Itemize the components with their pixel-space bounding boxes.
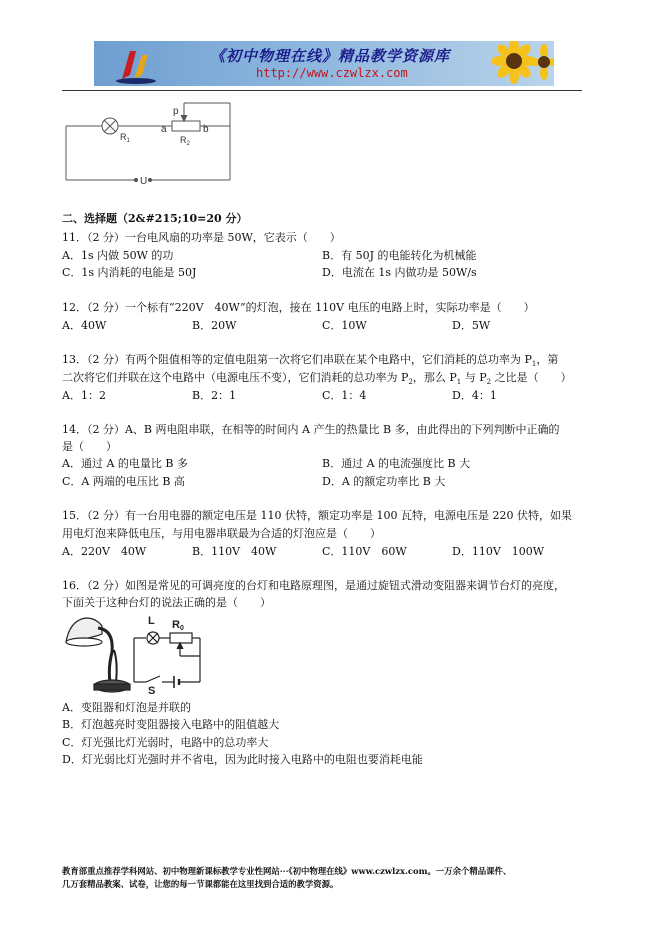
q13-stem-line1: 13．（2 分）有两个阻值相等的定值电阻第一次将它们串联在某个电路中，它们消耗的总功率为 $P_1$，第 (62, 353, 559, 369)
q16-option-c[interactable]: C．灯光强比灯光弱时，电路中的总功率大 (62, 736, 269, 749)
q13-option-a[interactable]: A．1：2 (62, 389, 106, 402)
q11-option-a[interactable]: A．1s 内做 50W 的功 (62, 249, 174, 262)
label-r2: $R_2$ (180, 135, 190, 147)
footer-line-2: 几万套精品教案、试卷，让您的每一节课都能在这里找到合适的教学资源。 (62, 879, 339, 889)
q16-stem-line1: 16．（2 分）如图是常见的可调亮度的台灯和电路原理图，是通过旋钮式滑动变阻器来调节台灯的亮度， (62, 579, 565, 592)
resistor-r2 (172, 121, 200, 131)
q15-stem-line2: 用电灯泡来降低电压，与用电器串联最为合适的灯泡应是（ ） (62, 527, 381, 540)
label-p: p (173, 106, 179, 117)
label-b: b (203, 124, 209, 135)
desk-lamp-icon (66, 618, 130, 692)
q12-option-d[interactable]: D．5W (452, 319, 491, 332)
banner-url: http://www.czwlzx.com (256, 66, 408, 80)
label-l: L (148, 615, 155, 627)
q13-option-c[interactable]: C．1：4 (322, 389, 367, 402)
q14-stem-line1: 14．（2 分）A、B 两电阻串联，在相等的时间内 A 产生的热量比 B 多，由此得出的下列判断中正确的 (62, 423, 560, 436)
banner-title: 《初中物理在线》精品教学资源库 (210, 47, 451, 65)
label-r1: $R_1$ (120, 132, 130, 144)
label-s: S (148, 685, 156, 696)
header-rule (62, 90, 582, 91)
logo-icon (108, 45, 166, 85)
q12-option-b[interactable]: B．20W (192, 319, 237, 332)
q16-stem-line2: 下面关于这种台灯的说法正确的是（ ） (62, 596, 271, 609)
q15-option-b[interactable]: B．110V 40W (192, 545, 277, 558)
sunflower-icon (492, 41, 554, 86)
q14-option-d[interactable]: D．A 的额定功率比 B 大 (322, 475, 446, 488)
q15-stem-line1: 15．（2 分）有一台用电器的额定电压是 110 伏特，额定功率是 100 瓦特，电源电压是 220 伏特，如果 (62, 509, 572, 522)
q14-option-b[interactable]: B．通过 A 的电流强度比 B 大 (322, 457, 471, 470)
q14-option-c[interactable]: C．A 两端的电压比 B 高 (62, 475, 185, 488)
label-r0: R0 (172, 619, 184, 632)
q15-option-c[interactable]: C．110V 60W (322, 545, 407, 558)
q14-option-a[interactable]: A．通过 A 的电量比 B 多 (62, 457, 188, 470)
label-u: U (140, 176, 148, 187)
q16-option-a[interactable]: A．变阻器和灯泡是并联的 (62, 701, 191, 714)
desk-lamp-figure (62, 612, 212, 696)
q14-stem-line2: 是（ ） (62, 440, 117, 453)
q11-option-b[interactable]: B．有 50J 的电能转化为机械能 (322, 249, 477, 262)
q12-stem: 12．（2 分）一个标有“220V 40W”的灯泡，接在 110V 电压的电路上时，实际功率是（ ） (62, 301, 535, 314)
circuit-diagram-1 (62, 100, 242, 190)
q13-stem-line2: 二次将它们并联在这个电路中（电源电压不变），它们消耗的总功率为 $P_2$，那么 $P_1$ 与 $P_2$ 之比是（ ） (62, 371, 572, 387)
q12-option-a[interactable]: A．40W (62, 319, 107, 332)
q16-option-d[interactable]: D．灯光弱比灯光强时并不省电，因为此时接入电路中的电阻也要消耗电能 (62, 753, 423, 766)
q12-option-c[interactable]: C．10W (322, 319, 367, 332)
label-a: a (161, 124, 167, 135)
q11-option-c[interactable]: C．1s 内消耗的电能是 50J (62, 266, 197, 279)
q11-option-d[interactable]: D．电流在 1s 内做功是 50W/s (322, 266, 477, 279)
footer-line-1: 教育部重点推荐学科网站、初中物理新课标教学专业性网站···《初中物理在线》www.czwlzx.com。一万余个精品课件、 (62, 866, 512, 876)
q13-option-b[interactable]: B．2：1 (192, 389, 237, 402)
q13-option-d[interactable]: D．4：1 (452, 389, 497, 402)
header-banner (94, 41, 554, 86)
q15-option-a[interactable]: A．220V 40W (62, 545, 147, 558)
section-title: 二、选择题（2&#215;10=20 分） (62, 212, 248, 225)
lamp-circuit (134, 632, 200, 688)
q15-option-d[interactable]: D．110V 100W (452, 545, 545, 558)
q16-option-b[interactable]: B．灯泡越亮时变阻器接入电路中的阻值越大 (62, 718, 280, 731)
q11-stem: 11．（2 分）一台电风扇的功率是 50W，它表示（ ） (62, 231, 341, 244)
